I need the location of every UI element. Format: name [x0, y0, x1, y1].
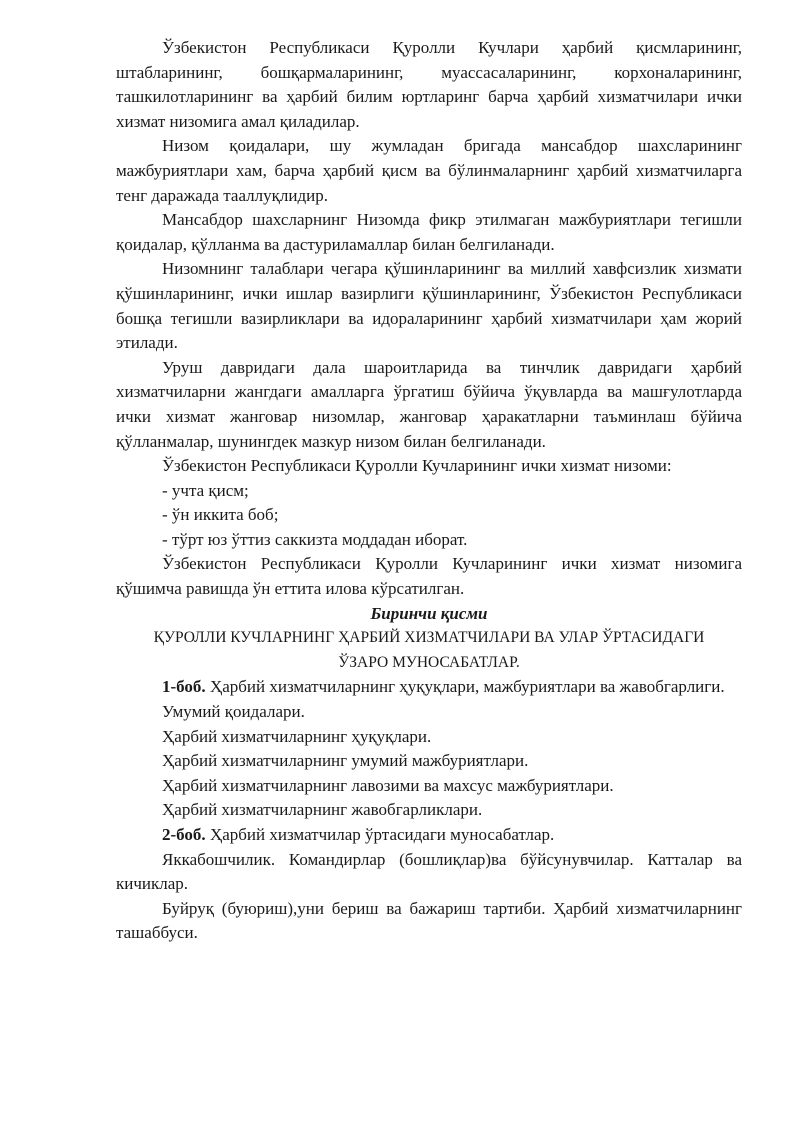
part-subtitle-line-2: ЎЗАРО МУНОСАБАТЛАР.: [338, 653, 520, 671]
chapter-2-section: Буйруқ (буюриш),уни бериш ва бажариш тартиби. Ҳарбий хизматчиларнинг ташаббуси.: [116, 898, 742, 943]
appendix-note: Ўзбекистон Республикаси Қуролли Кучларининг ички хизмат низомига қўшимча равишда ўн еттита илова кўрсатилган.: [116, 554, 742, 599]
chapter-1-section: Ҳарбий хизматчиларнинг лавозими ва махсус мажбуриятлари.: [162, 775, 614, 795]
chapter-2-heading: [116, 823, 742, 848]
structure-list-item: - тўрт юз ўттиз саккизта моддадан иборат.: [162, 529, 468, 549]
chapter-1-title: Ҳарбий хизматчиларнинг ҳуқуқлари, мажбуриятлари ва жавобгарлиги.: [205, 677, 725, 697]
intro-paragraph-2: Низом қоидалари, шу жумладан бригада мансабдор шахсларининг мажбуриятлари хам, барча ҳарбий қисм ва бўлинмаларнинг ҳарбий хизматчиларга тенг даражада тааллуқлидир.: [116, 136, 742, 205]
intro-paragraph-4: Низомнинг талаблари чегара қўшинларининг ва миллий хавфсизлик хизмати қўшинларининг, ички ишлар вазирлиги қўшинларининг, Ўзбекистон Республикаси бошқа тегишли вазирликлари ва идораларининг ҳарбий хизматчилари ҳам жорий этилади.: [116, 259, 742, 353]
chapter-1-section: Умумий қоидалари.: [162, 702, 305, 722]
intro-paragraph-5: Уруш давридаги дала шароитларида ва тинчлик давридаги ҳарбий хизматчиларни жангдаги амалларга ўргатиш бўйича ўқувларда ва машғулотларда ички хизмат жанговар низомлар, жанговар ҳаракатларни таъминлаш бўйича қўлланмалар, шунингдек мазкур низом билан белгиланади.: [116, 357, 742, 451]
chapter-1-section: Ҳарбий хизматчиларнинг жавобгарликлари.: [162, 800, 483, 820]
chapter-1-heading: [116, 675, 742, 700]
chapter-1-label: 1-боб.: [162, 677, 206, 697]
part-subtitle-line-1: ҚУРОЛЛИ КУЧЛАРНИНГ ҲАРБИЙ ХИЗМАТЧИЛАРИ ВА УЛАР ЎРТАСИДАГИ: [153, 629, 705, 647]
chapter-1-section: Ҳарбий хизматчиларнинг умумий мажбуриятлари.: [162, 751, 529, 771]
chapter-2-label: 2-боб.: [162, 825, 206, 844]
chapter-1-section: Ҳарбий хизматчиларнинг ҳуқуқлари.: [162, 726, 432, 746]
structure-intro: Ўзбекистон Республикаси Қуролли Кучларининг ички хизмат низоми:: [162, 456, 672, 476]
intro-paragraph-1: Ўзбекистон Республикаси Қуролли Кучлари ҳарбий қисмларининг, штабларининг, бошқармаларининг, муассасаларининг, корхоналарининг, ташкилотларининг ва ҳарбий билим юртларинг барча ҳарбий хизматчилари ички хизмат низомига амал қиладилар.: [116, 38, 742, 131]
part-subtitle: [116, 626, 742, 675]
intro-paragraph-3: Мансабдор шахсларнинг Низомда фикр этилмаган мажбуриятлари тегишли қоидалар, қўлланма ва дастуриламаллар билан белгиланади.: [116, 210, 742, 254]
chapter-2-section: Яккабошчилик. Командирлар (бошлиқлар)ва бўйсунувчилар. Катталар ва кичиклар.: [116, 849, 742, 894]
chapter-2-title: Ҳарбий хизматчилар ўртасидаги муносабатлар.: [205, 825, 555, 844]
structure-list-item: - ўн иккита боб;: [162, 505, 279, 525]
structure-list-item: - учта қисм;: [162, 480, 249, 500]
part-title: Биринчи қисми: [370, 603, 488, 623]
